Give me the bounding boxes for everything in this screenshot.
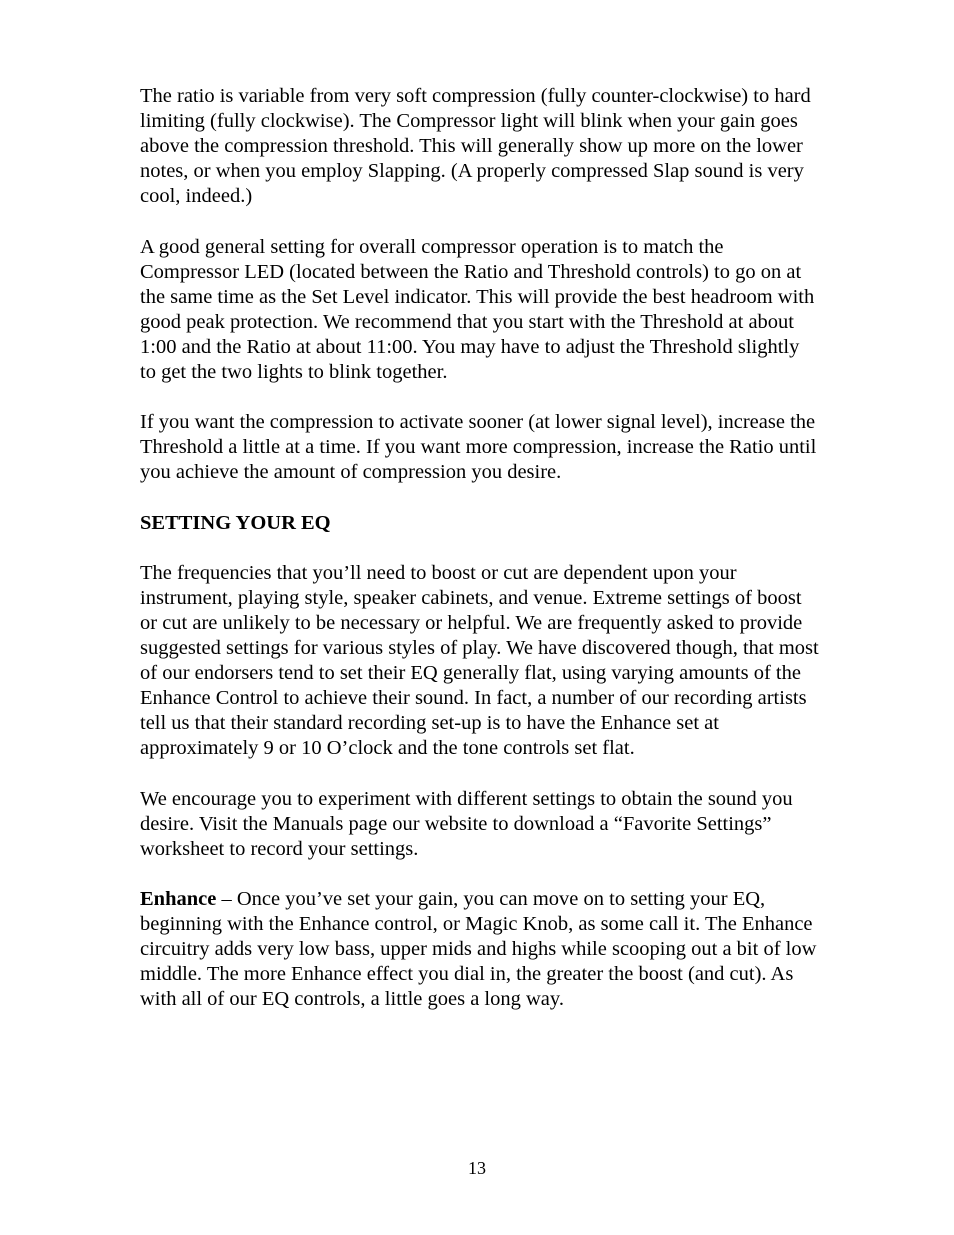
- paragraph-experiment: We encourage you to experiment with different settings to obtain the sound you desire. Visit the Manuals page our website to download a “Favorite Settings” worksheet to record your settings.: [140, 787, 793, 860]
- enhance-description: – Once you’ve set your gain, you can move on to setting your EQ, beginning with the Enhance control, or Magic Knob, as some call it. The Enhance circuitry adds very low bass, upper mids and highs while scooping out a bit of low middle. The more Enhance effect you dial in, the greater the boost (and cut). As with all of our EQ controls, a little goes a long way.: [140, 888, 817, 1011]
- paragraph-enhance: [140, 887, 820, 1012]
- paragraph-frequencies: The frequencies that you’ll need to boost or cut are dependent upon your instrument, playing style, speaker cabinets, and venue. Extreme settings of boost or cut are unlikely to be necessary or helpful. We are frequently asked to provide suggested settings for various styles of play. We have discovered though, that most of our endorsers tend to set their EQ generally flat, using varying amounts of the Enhance Control to achieve their sound. In fact, a number of our recording artists tell us that their standard recording set-up is to have the Enhance set at approximately 9 or 10 O’clock and the tone controls set flat.: [140, 561, 819, 760]
- enhance-term: Enhance: [140, 888, 217, 910]
- paragraph-general-setting: A good general setting for overall compressor operation is to match the Compressor LED (located between the Ratio and Threshold controls) to go on at the same time as the Set Level indicator. This will provide the best headroom with good peak protection. We recommend that you start with the Threshold at about 1:00 and the Ratio at about 11:00. You may have to adjust the Threshold slightly to get the two lights to blink together.: [140, 235, 815, 384]
- page-number: 13: [468, 1158, 486, 1178]
- section-heading: SETTING YOUR EQ: [140, 511, 331, 534]
- paragraph-compression-ratio: The ratio is variable from very soft compression (fully counter-clockwise) to hard limiting (fully clockwise). The Compressor light will blink when your gain goes above the compression threshold. This will generally show up more on the lower notes, or when you employ Slapping. (A properly compressed Slap sound is very cool, indeed.): [140, 85, 811, 208]
- paragraph-threshold-adjust: If you want the compression to activate sooner (at lower signal level), increase the Threshold a little at a time. If you want more compression, increase the Ratio until you achieve the amount of compression you desire.: [140, 411, 817, 484]
- document-body: [140, 84, 820, 1038]
